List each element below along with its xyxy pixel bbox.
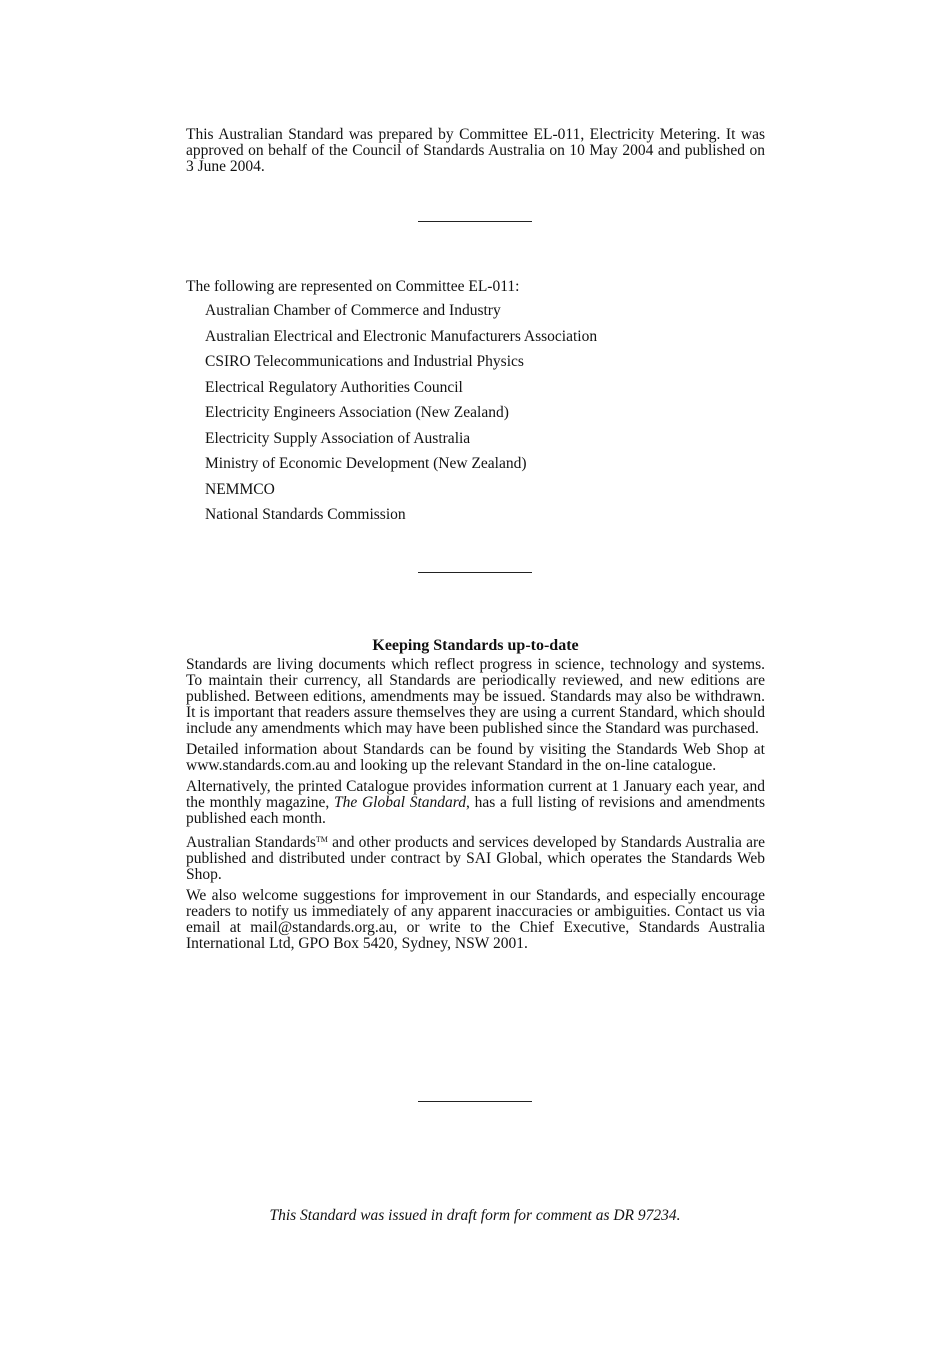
- publication-title: The Global Standard: [334, 794, 466, 811]
- text-run: and other products and services developed by Standards Australia are published and distributed under contract by SAI Global, which operates the Standards Web Shop.: [186, 834, 765, 883]
- paragraph-catalogue: [186, 779, 765, 827]
- paragraph-living-documents: Standards are living documents which reflect progress in science, technology and systems. To maintain their currency, all Standards are periodically reviewed, and new editions are published. Between editions, amendments may be issued. Standards may also be withdrawn. It is important that readers assure themselves they are using a current Standard, which should include any amendments which may have been published since the Standard was purchased.: [186, 656, 765, 737]
- list-item: Ministry of Economic Development (New Zealand): [205, 455, 527, 472]
- section-title: Keeping Standards up-to-date: [372, 637, 579, 654]
- list-item: Electricity Engineers Association (New Zealand): [205, 404, 509, 421]
- text-run: Australian Standards: [186, 834, 316, 851]
- committee-section: [186, 278, 765, 532]
- section-divider: [418, 572, 532, 573]
- list-item: Australian Chamber of Commerce and Industry: [205, 302, 501, 319]
- list-item: Electricity Supply Association of Australia: [205, 429, 471, 447]
- list-item: Australian Electrical and Electronic Manufacturers Association: [205, 327, 598, 345]
- list-item: Electrical Regulatory Authorities Council: [205, 378, 463, 396]
- paragraph-feedback: We also welcome suggestions for improvement in our Standards, and especially encourage readers to notify us immediately of any apparent inaccuracies or ambiguities. Contact us via email at mail@standards.org.au, or write to the Chief Executive, Standards Australia International Ltd, GPO Box 5420, Sydney, NSW 2001.: [186, 887, 765, 952]
- draft-note: This Standard was issued in draft form for comment as DR 97234.: [269, 1207, 681, 1224]
- committee-heading: The following are represented on Committee EL-011:: [186, 278, 520, 295]
- paragraph-web-shop: Detailed information about Standards can be found by visiting the Standards Web Shop at www.standards.com.au and looking up the relevant Standard in the on-line catalogue.: [186, 741, 765, 774]
- keeping-standards-section: [186, 637, 765, 957]
- paragraph-sai-global: [186, 832, 765, 883]
- trademark-mark: TM: [315, 835, 328, 844]
- organisation-list: [186, 302, 765, 532]
- list-item: CSIRO Telecommunications and Industrial Physics: [205, 353, 524, 370]
- list-item: NEMMCO: [205, 480, 275, 498]
- text-run: Alternatively, the printed Catalogue provides information current at 1 January each year, and the monthly magazine,: [186, 778, 765, 811]
- section-divider: [418, 221, 532, 222]
- section-divider: [418, 1101, 532, 1102]
- text-run: , has a full listing of revisions and amendments published each month.: [186, 794, 765, 827]
- approval-statement: This Australian Standard was prepared by Committee EL-011, Electricity Metering. It was approved on behalf of the Council of Standards Australia on 10 May 2004 and published on 3 June 2004.: [186, 126, 765, 175]
- list-item: National Standards Commission: [205, 506, 406, 523]
